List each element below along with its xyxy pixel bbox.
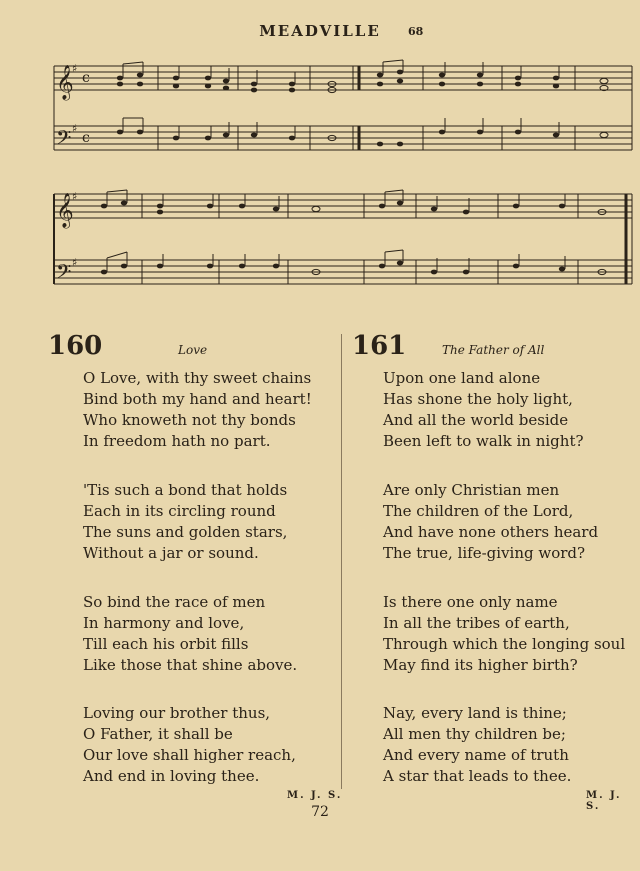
verse-line: Each in its circling round	[83, 502, 276, 520]
page-number: 72	[311, 804, 329, 820]
stanza	[383, 368, 584, 452]
verse-line: Bind both my hand and heart!	[83, 390, 312, 408]
verse-line: In all the tribes of earth,	[383, 614, 570, 632]
verse-line: And have none others heard	[383, 523, 599, 541]
svg-text:𝄞: 𝄞	[56, 193, 74, 228]
stems	[107, 60, 565, 272]
verse-line: And every name of truth	[383, 746, 569, 764]
stanza	[83, 592, 297, 676]
stanza	[83, 480, 287, 564]
verse-line: Through which the longing soul	[383, 635, 626, 653]
svg-text:𝄢: 𝄢	[56, 126, 72, 154]
music-score	[48, 56, 638, 308]
staff-system-2	[54, 194, 632, 284]
hymn-number-160: 160	[48, 331, 103, 361]
verse-line: Been left to walk in night?	[383, 432, 584, 450]
svg-text:♯: ♯	[72, 256, 78, 269]
stanza	[83, 368, 312, 452]
verse-line: 'Tis such a bond that holds	[83, 481, 288, 499]
verse-line: Nay, every land is thine;	[383, 704, 567, 722]
stanza	[83, 703, 296, 787]
verse-line: Who knoweth not thy bonds	[83, 411, 296, 429]
verse-line: The children of the Lord,	[383, 502, 574, 520]
verse-line: O Love, with thy sweet chains	[83, 369, 312, 387]
stanza	[383, 592, 625, 676]
tune-title: MEADVILLE	[259, 22, 381, 40]
verse-line: Without a jar or sound.	[83, 544, 259, 562]
verse-line: In harmony and love,	[83, 614, 245, 632]
svg-text:c: c	[82, 130, 90, 146]
svg-text:♯: ♯	[72, 190, 78, 203]
verse-line: The true, life-giving word?	[383, 544, 586, 562]
verse-line: In freedom hath no part.	[83, 432, 271, 450]
verse-line: Loving our brother thus,	[83, 704, 271, 722]
note-heads	[101, 70, 608, 275]
stanza	[383, 703, 571, 787]
staff-system-1	[54, 66, 632, 150]
verse-line: O Father, it shall be	[83, 725, 233, 743]
stanza	[383, 480, 598, 564]
verse-line: The suns and golden stars,	[83, 523, 288, 541]
verse-line: Like those that shine above.	[83, 656, 298, 674]
verse-line: And end in loving thee.	[83, 767, 260, 785]
author-160: M. J. S.	[287, 790, 343, 801]
author-161: M. J. S.	[586, 790, 622, 812]
verse-line: Are only Christian men	[383, 481, 560, 499]
svg-text:𝄞: 𝄞	[56, 65, 74, 100]
verse-line: And all the world beside	[383, 411, 569, 429]
verse-line: Is there one only name	[383, 593, 558, 611]
svg-text:♯: ♯	[72, 62, 78, 75]
column-divider	[341, 334, 342, 789]
hymn-title-160: Love	[178, 343, 208, 357]
svg-text:c: c	[82, 70, 90, 86]
hymn-title-161: The Father of All	[442, 343, 545, 357]
verse-line: Upon one land alone	[383, 369, 541, 387]
verse-line: Till each his orbit fills	[83, 635, 249, 653]
svg-text:♯: ♯	[72, 122, 78, 135]
tune-number: 68	[408, 25, 424, 38]
verse-line: Our love shall higher reach,	[83, 746, 296, 764]
verse-line: All men thy children be;	[383, 725, 566, 743]
verse-line: A star that leads to thee.	[383, 767, 572, 785]
verse-line: So bind the race of men	[83, 593, 266, 611]
svg-text:𝄢: 𝄢	[56, 260, 72, 288]
verse-line: Has shone the holy light,	[383, 390, 573, 408]
verse-line: May find its higher birth?	[383, 656, 578, 674]
hymn-number-161: 161	[352, 331, 407, 361]
